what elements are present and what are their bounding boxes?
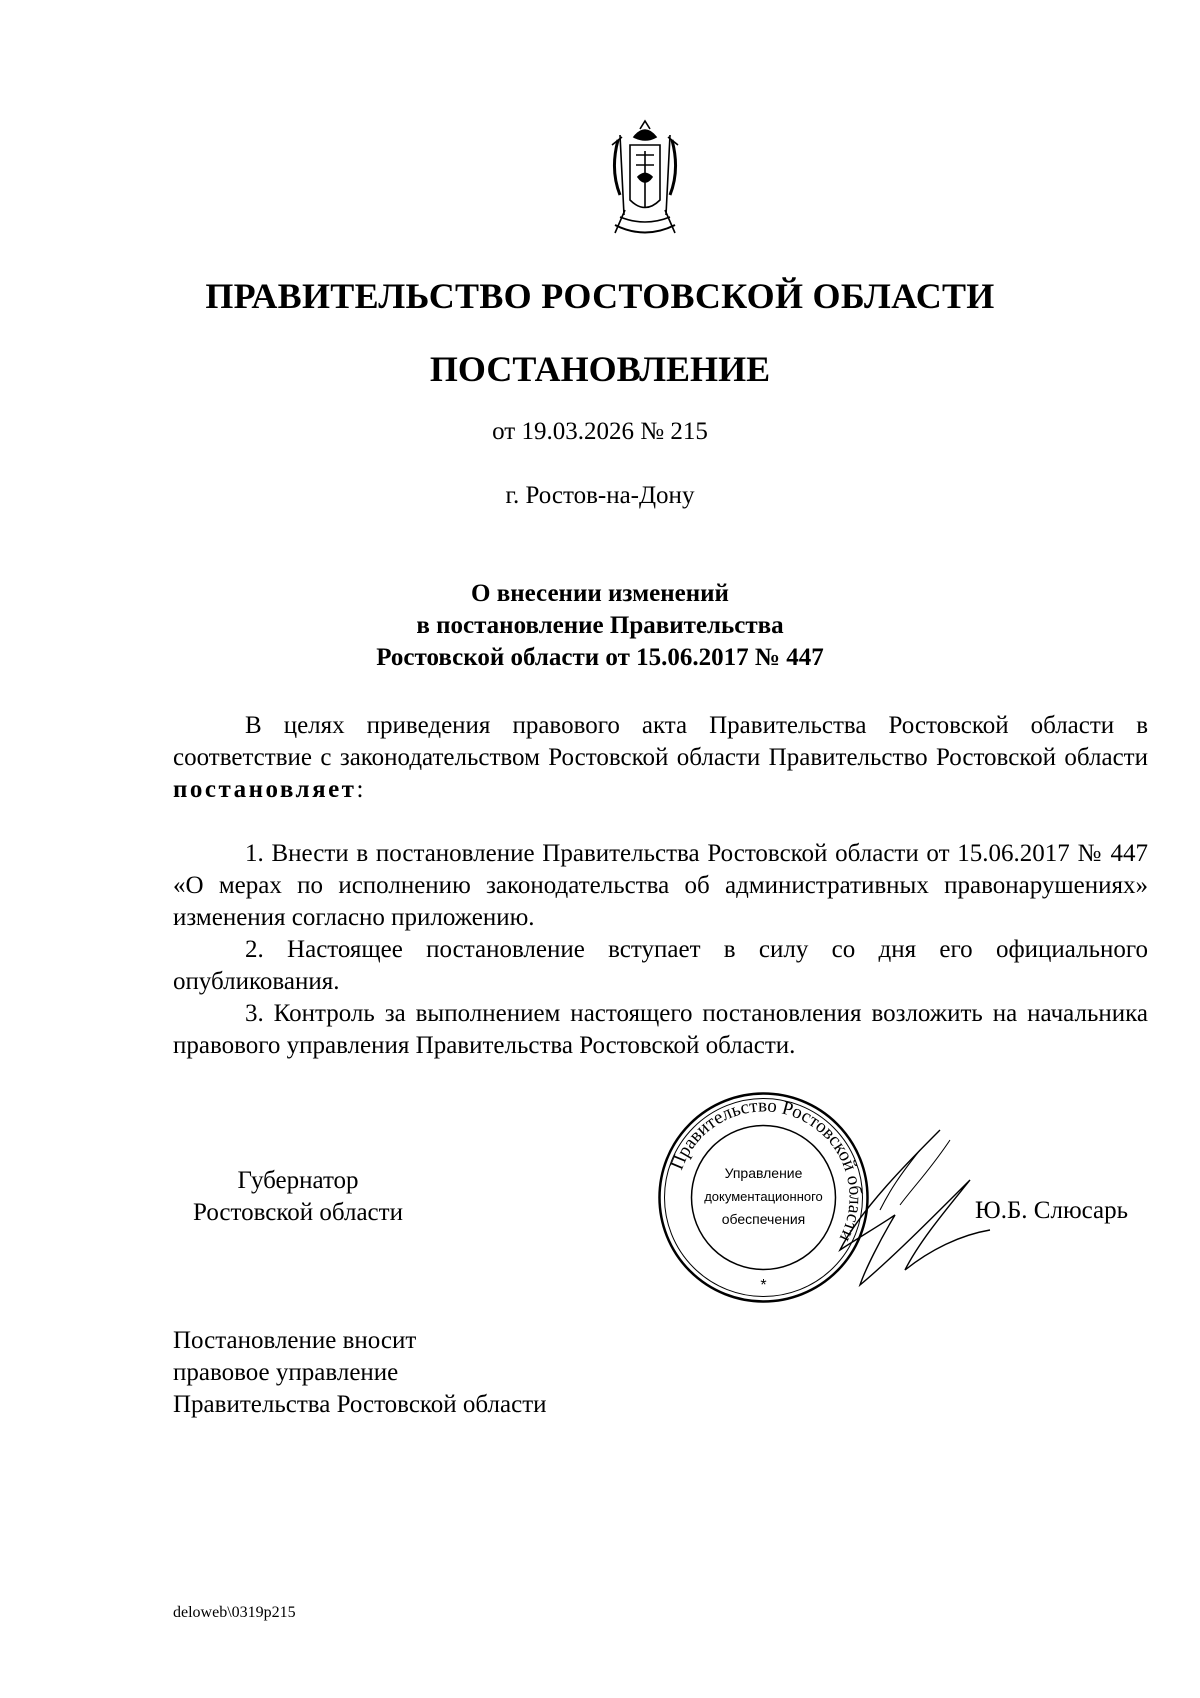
handwritten-signature	[820, 1120, 1000, 1300]
seal-center-line: обеспечения	[721, 1211, 806, 1227]
introduced-line: Постановление вносит	[173, 1327, 417, 1354]
resolution-item: 2. Настоящее постановление вступает в силу со дня его официального опубликования.	[173, 936, 1148, 995]
introduced-line: правовое управление	[173, 1359, 399, 1386]
subject-line: в постановление Правительства	[416, 612, 784, 639]
introduced-by-block	[173, 1325, 547, 1421]
document-city: г. Ростов-на-Дону	[505, 482, 695, 509]
subject-line: О внесении изменений	[471, 580, 729, 607]
introduced-line: Правительства Ростовской области	[173, 1391, 547, 1418]
position-line: Ростовской области	[193, 1199, 403, 1226]
preamble-paragraph	[173, 710, 1148, 806]
preamble-colon: :	[356, 776, 364, 803]
subject-line: Ростовской области от 15.06.2017 № 447	[376, 644, 824, 671]
organization-title: ПРАВИТЕЛЬСТВО РОСТОВСКОЙ ОБЛАСТИ	[205, 276, 995, 316]
preamble-text: В целях приведения правового акта Правительства Ростовской области в соответствие с законодательством Ростовской области Правительство Ростовской области	[173, 712, 1148, 771]
resolution-items	[173, 838, 1148, 1062]
signatory-position	[178, 1165, 418, 1229]
resolution-item: 3. Контроль за выполнением настоящего постановления возложить на начальника правового управления Правительства Ростовской области.	[173, 1000, 1148, 1059]
document-date-number: от 19.03.2026 № 215	[492, 418, 708, 445]
seal-star: *	[760, 1277, 767, 1294]
resolution-item: 1. Внести в постановление Правительства Ростовской области от 15.06.2017 № 447 «О мерах по исполнению законодательства об административных правонарушениях» изменения согласно приложению.	[173, 840, 1148, 931]
seal-center-line: Управление	[724, 1165, 803, 1181]
coat-of-arms-icon	[600, 115, 690, 245]
preamble-emphasis: постановляет	[173, 776, 357, 803]
seal-center-line: документационного	[704, 1189, 823, 1204]
signatory-name: Ю.Б. Слюсарь	[975, 1197, 1129, 1224]
document-file-code: deloweb\0319p215	[173, 1604, 296, 1621]
document-subject	[0, 578, 1200, 674]
position-line: Губернатор	[237, 1167, 359, 1194]
seal-ring-text: Правительство Ростовской области	[666, 1095, 866, 1246]
document-type: ПОСТАНОВЛЕНИЕ	[429, 349, 771, 389]
